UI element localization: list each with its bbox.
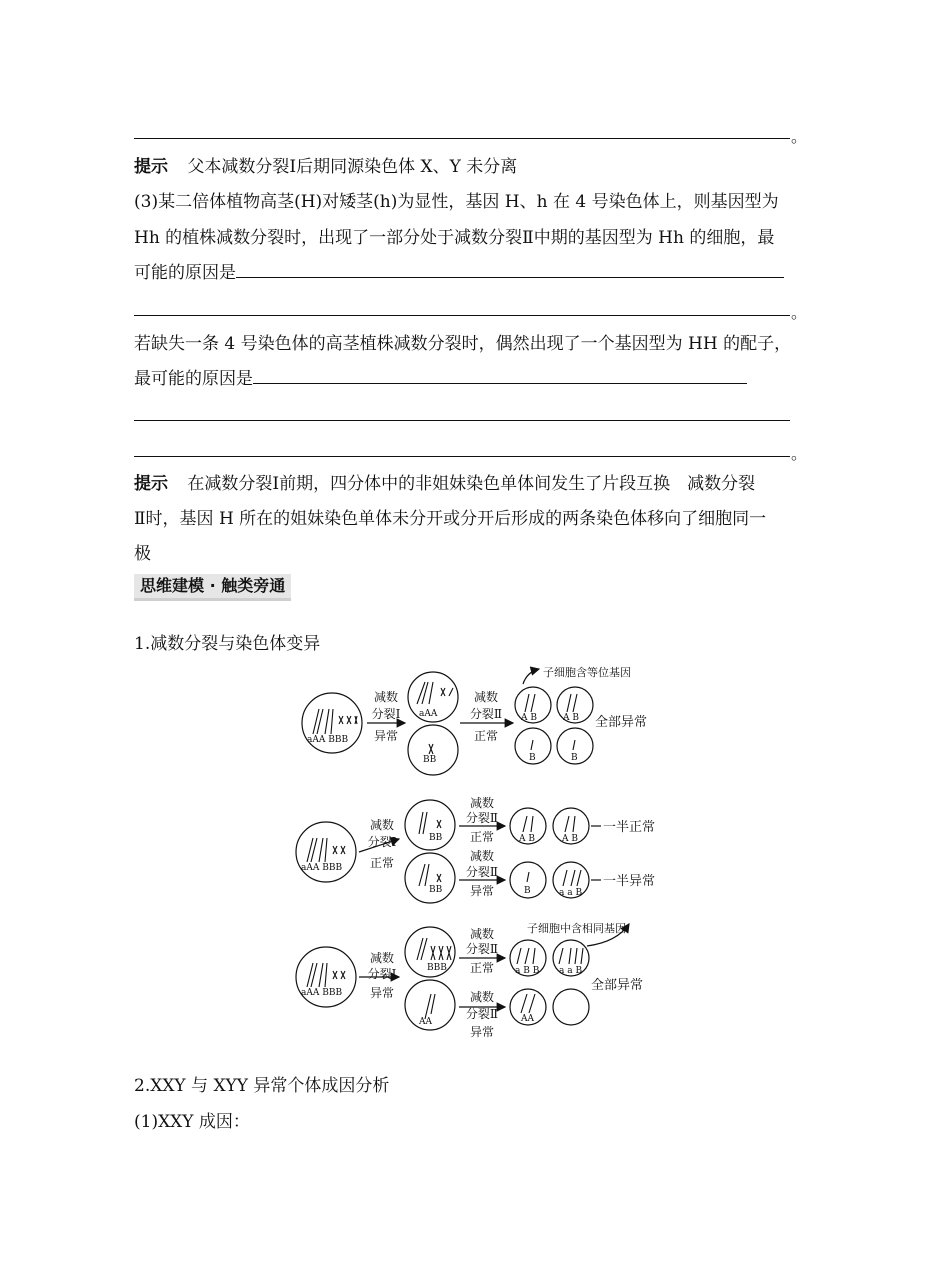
question-3-line-5 <box>134 368 747 390</box>
arrow-label: 异常 <box>373 729 399 743</box>
period: 。 <box>791 303 808 322</box>
tip-label: 提示 <box>134 474 168 494</box>
gene-label: aAA BBB <box>307 735 349 745</box>
gene-label: AA <box>419 1017 432 1027</box>
answer-blank[interactable] <box>134 138 790 139</box>
tip-label: 提示 <box>134 157 168 177</box>
tip-text: 在减数分裂Ⅰ前期，四分体中的非姐妹染色单体间发生了片段互换 减数分裂 <box>187 474 756 494</box>
gene-label: B <box>529 753 536 763</box>
gene-label: B <box>571 753 578 763</box>
gene-label: A B <box>519 834 535 844</box>
arrow-label: 正常 <box>369 856 395 870</box>
result-label: 一半正常 <box>603 820 656 835</box>
arrow-label: 减数 <box>369 818 395 832</box>
tip-2-line-2: Ⅱ时，基因 H 所在的姐妹染色单体未分开或分开后形成的两条染色体移向了细胞同一 <box>134 509 767 529</box>
gene-label: aAA BBB <box>301 863 343 873</box>
gene-label: BB <box>429 885 443 895</box>
result-label: 全部异常 <box>595 715 648 730</box>
answer-blank[interactable] <box>253 369 747 384</box>
section-1-title: 1.减数分裂与染色体变异 <box>134 634 321 654</box>
gene-label: B <box>524 886 531 896</box>
arrow-label: 分裂Ⅰ <box>371 707 401 721</box>
annotation-label: 子细胞中含相同基因 <box>527 922 626 935</box>
gene-label: a a B <box>559 888 583 898</box>
tip-2-line-3: 极 <box>134 544 151 564</box>
arrow-label: 异常 <box>469 1025 495 1039</box>
arrow-label: 减数 <box>473 690 499 704</box>
section-2-title: 2.XXY 与 XYY 异常个体成因分析 <box>134 1076 390 1096</box>
gene-label: A B <box>563 713 579 723</box>
section-banner: 思维建模 · 触类旁通 <box>134 574 291 601</box>
gene-label: aAA BBB <box>301 988 343 998</box>
arrow-label: 分裂Ⅱ <box>465 865 499 879</box>
gene-label: AA <box>521 1014 534 1024</box>
gene-label: a a B <box>559 966 583 976</box>
gene-label: A B <box>562 834 578 844</box>
tip-1 <box>134 156 517 178</box>
arrow-label: 分裂Ⅰ <box>367 835 397 849</box>
section-2-subtitle: (1)XXY 成因： <box>134 1112 250 1132</box>
gene-label: A B <box>521 713 537 723</box>
question-3-line-1: (3)某二倍体植物高茎(H)对矮茎(h)为显性，基因 H、h 在 4 号染色体上，则基因型为 <box>134 192 779 212</box>
arrow-label: 减数 <box>469 849 495 863</box>
meiosis-diagram <box>295 664 715 1044</box>
result-label: 全部异常 <box>591 978 644 993</box>
gene-label: BB <box>423 755 437 765</box>
daughter-cell <box>405 853 455 903</box>
arrow-label: 减数 <box>469 990 495 1004</box>
annotation-label: 子细胞含等位基因 <box>543 666 631 679</box>
answer-blank[interactable] <box>134 456 790 457</box>
arrow-label: 分裂Ⅱ <box>465 1007 499 1021</box>
tip-2-line-1 <box>134 473 755 495</box>
period: 。 <box>791 444 808 463</box>
gene-label: BB <box>429 833 443 843</box>
question-3-text: 可能的原因是 <box>134 263 236 283</box>
gene-label: aAA <box>419 709 438 719</box>
result-label: 一半异常 <box>603 874 656 889</box>
gene-label: a B B <box>515 966 540 976</box>
period: 。 <box>791 127 808 146</box>
gamete-cell <box>553 989 589 1025</box>
gene-label: BBB <box>427 963 447 973</box>
arrow-label: 减数 <box>369 951 395 965</box>
answer-blank[interactable] <box>236 263 784 278</box>
arrow-label: 正常 <box>473 729 499 743</box>
question-3-line-2: Hh 的植株减数分裂时，出现了一部分处于减数分裂Ⅱ中期的基因型为 Hh 的细胞，最 <box>134 228 775 248</box>
arrow-label: 异常 <box>469 884 495 898</box>
arrow-label: 减数 <box>469 796 495 810</box>
arrow-label: 分裂Ⅱ <box>469 707 503 721</box>
arrow-label: 减数 <box>373 690 399 704</box>
arrow-label: 正常 <box>469 830 495 844</box>
tip-text: 父本减数分裂Ⅰ后期同源染色体 X、Y 未分离 <box>187 157 518 177</box>
arrow-label: 分裂Ⅱ <box>465 811 499 825</box>
arrow-label: 异常 <box>369 986 395 1000</box>
question-3-line-4: 若缺失一条 4 号染色体的高茎植株减数分裂时，偶然出现了一个基因型为 HH 的配子， <box>134 334 792 354</box>
arrow-label: 分裂Ⅰ <box>367 967 397 981</box>
question-3-text: 最可能的原因是 <box>134 369 253 389</box>
question-3-line-3 <box>134 262 784 284</box>
answer-blank[interactable] <box>134 420 790 421</box>
daughter-cell <box>408 725 458 775</box>
answer-blank[interactable] <box>134 315 790 316</box>
arrow-label: 分裂Ⅱ <box>465 942 499 956</box>
arrow-label: 正常 <box>469 961 495 975</box>
arrow-label: 减数 <box>469 927 495 941</box>
